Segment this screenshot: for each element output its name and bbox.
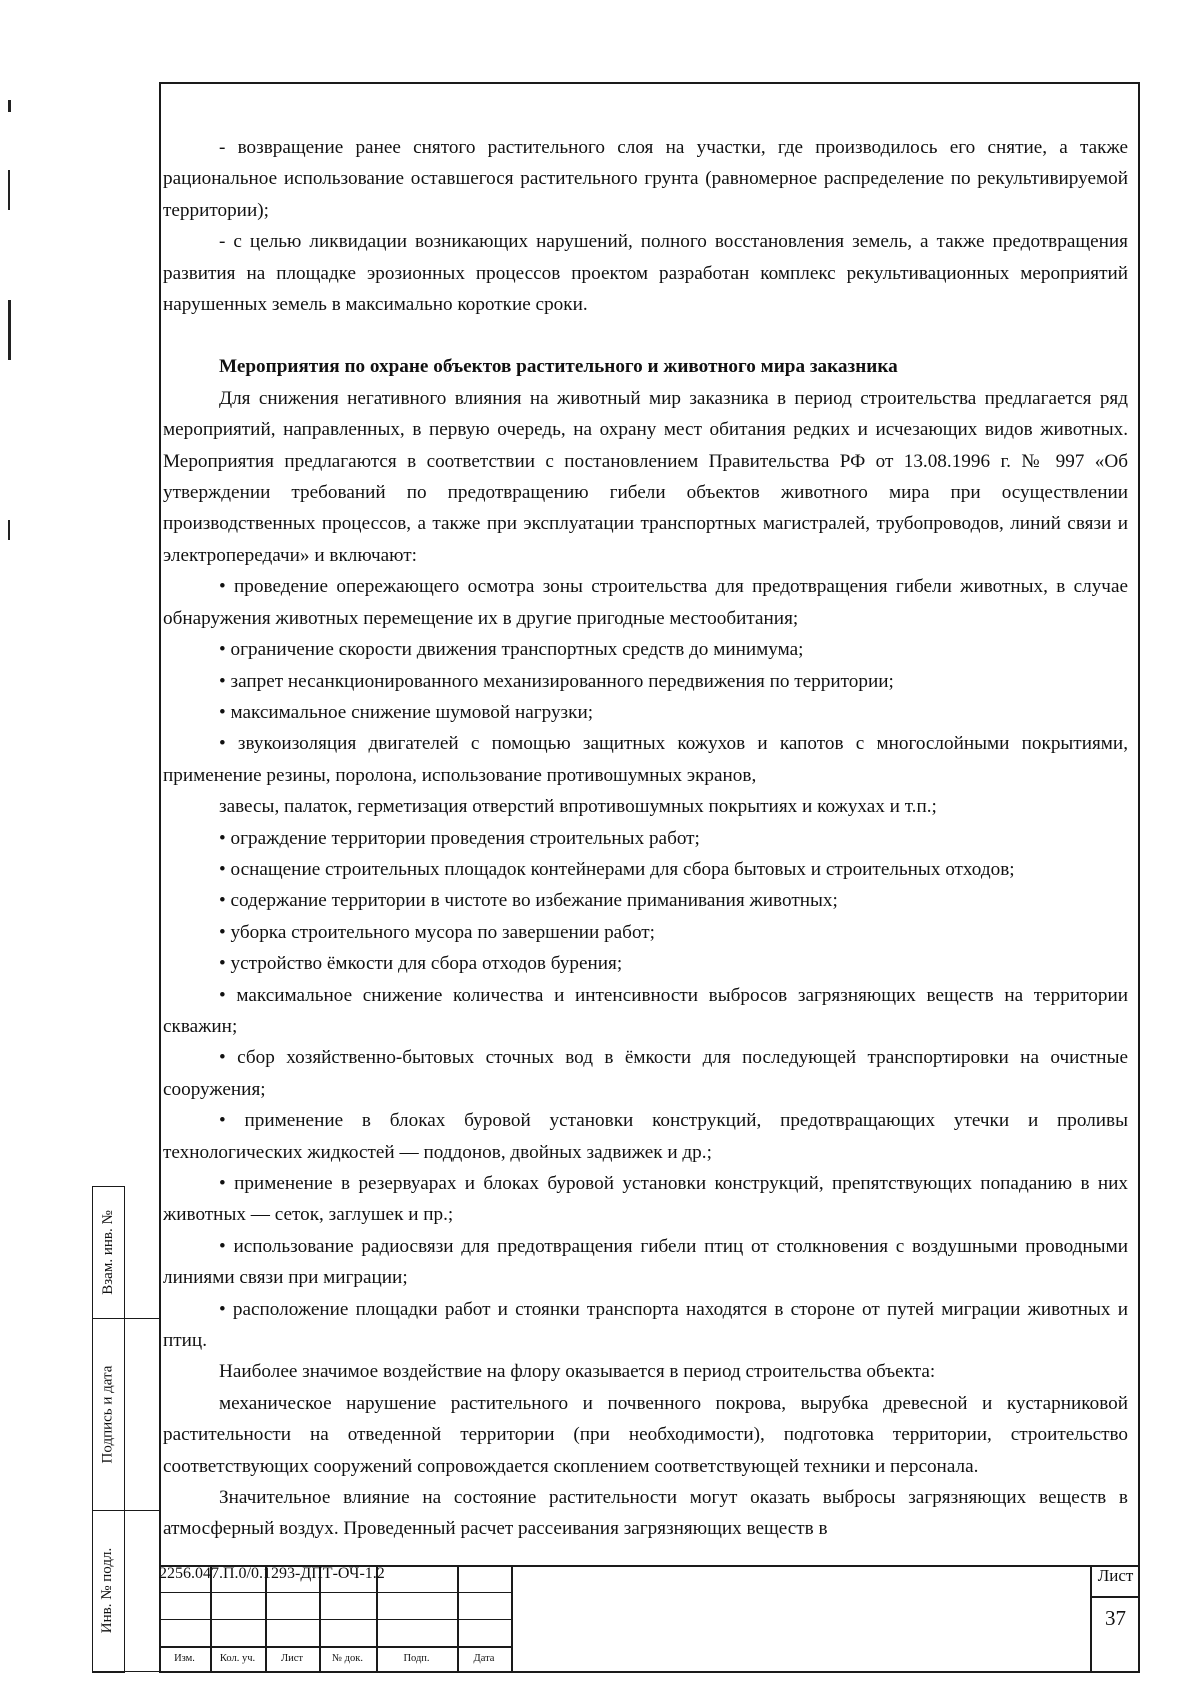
scan-mark	[8, 300, 11, 360]
side-stamp-divider	[92, 1671, 159, 1672]
paragraph: - возвращение ранее снятого растительного слоя на участки, где производилось его снятие, а также рациональное использование оставшегося растительного грунта (равномерное распределение по рекультивируемой территории);	[163, 137, 1128, 221]
section-heading: Мероприятия по охране объектов растительного и животного мира заказника	[219, 356, 898, 378]
scan-mark	[8, 170, 10, 210]
document-body	[163, 132, 1128, 1545]
paragraph: механическое нарушение растительного и почвенного покрова, вырубка древесной и кустарниковой растительности на отведенной территории (при необходимости), подготовка территории, строительство соответствующих сооружений сопровождается скоплением соответствующей техники и персонала.	[163, 1392, 1128, 1477]
side-label-inv: Инв. № подл.	[99, 1547, 116, 1634]
paragraph: • применение в резервуарах и блоках буровой установки конструкций, препятствующих попаданию в них животных — сеток, заглушек и пр.;	[163, 1173, 1128, 1226]
paragraph: • ограждение территории проведения строительных работ;	[219, 827, 700, 849]
side-label-vzam: Взам. инв. №	[99, 1209, 116, 1295]
paragraph: • ограничение скорости движения транспортных средств до минимума;	[219, 639, 804, 661]
paragraph: • сбор хозяйственно-бытовых сточных вод в ёмкости для последующей транспортировки на очистные сооружения;	[163, 1047, 1128, 1100]
sheet-number: 37	[1105, 1606, 1126, 1630]
col-n-dok: № док.	[332, 1653, 363, 1664]
scan-mark	[8, 100, 11, 112]
paragraph: • звукоизоляция двигателей с помощью защитных кожухов и капотов с многослойными покрытиями, применение резины, поролона, использование противошумных экранов,	[163, 733, 1128, 786]
paragraph: • уборка строительного мусора по завершении работ;	[219, 921, 655, 943]
col-data: Дата	[473, 1653, 495, 1664]
col-list: Лист	[281, 1653, 303, 1664]
paragraph: • содержание территории в чистоте во избежание приманивания животных;	[219, 890, 838, 912]
paragraph: Значительное влияние на состояние растительности могут оказать выбросы загрязняющих веществ в атмосферный воздух. Проведенный расчет рассеивания загрязняющих веществ в	[163, 1487, 1128, 1540]
col-kol-uch: Кол. уч.	[219, 1653, 256, 1664]
paragraph: Для снижения негативного влияния на животный мир заказника в период строительства предлагается ряд мероприятий, направленных, в первую очередь, на охрану мест обитания редких и исчезающих видов животных. Мероприятия предлагаются в соответствии с постановлением Правительства РФ от 13.08.1996 г. № 997 «Об утверждении требований по предотвращению гибели объектов животного мира при осуществлении производственных процессов, а также при эксплуатации транспортных магистралей, трубопроводов, линий связи и электропередачи» и включают:	[163, 387, 1128, 566]
paragraph: • оснащение строительных площадок контейнерами для сбора бытовых и строительных отходов;	[219, 858, 1015, 880]
paragraph: • использование радиосвязи для предотвращения гибели птиц от столкновения с воздушными проводными линиями связи при миграции;	[163, 1235, 1128, 1289]
document-code: 2256.047.П.0/0.1293-ДПТ-ОЧ-1.2	[159, 1565, 385, 1582]
paragraph: завесы, палаток, герметизация отверстий впротивошумных покрытиях и кожухах и т.п.;	[219, 796, 937, 818]
paragraph: • применение в блоках буровой установки конструкций, предотвращающих утечки и проливы технологических жидкостей — поддонов, двойных задвижек и др.;	[163, 1110, 1128, 1163]
paragraph: • максимальное снижение количества и интенсивности выбросов загрязняющих веществ на территории скважин;	[163, 984, 1128, 1037]
side-stamp-column	[124, 1186, 159, 1673]
col-izm: Изм.	[174, 1653, 195, 1664]
sheet-label: Лист	[1097, 1566, 1134, 1585]
paragraph: • устройство ёмкости для сбора отходов бурения;	[219, 953, 623, 975]
col-podp: Подп.	[403, 1653, 430, 1664]
paragraph: - с целью ликвидации возникающих нарушений, полного восстановления земель, а также предотвращения развития на площадке эрозионных процессов проектом разработан комплекс рекультивационных мероприятий нарушенных земель в максимально короткие сроки.	[163, 231, 1128, 316]
side-label-podpis: Подпись и дата	[99, 1365, 116, 1463]
scan-mark	[8, 520, 10, 540]
paragraph: Наиболее значимое воздействие на флору оказывается в период строительства объекта:	[219, 1361, 936, 1383]
paragraph: • запрет несанкционированного механизированного передвижения по территории;	[219, 670, 894, 692]
paragraph: • расположение площадки работ и стоянки транспорта находятся в стороне от путей миграции животных и птиц.	[163, 1298, 1128, 1352]
paragraph: • максимальное снижение шумовой нагрузки;	[219, 701, 594, 723]
paragraph: • проведение опережающего осмотра зоны строительства для предотвращения гибели животных, в случае обнаружения животных перемещение их в другие пригодные местообитания;	[163, 576, 1128, 629]
